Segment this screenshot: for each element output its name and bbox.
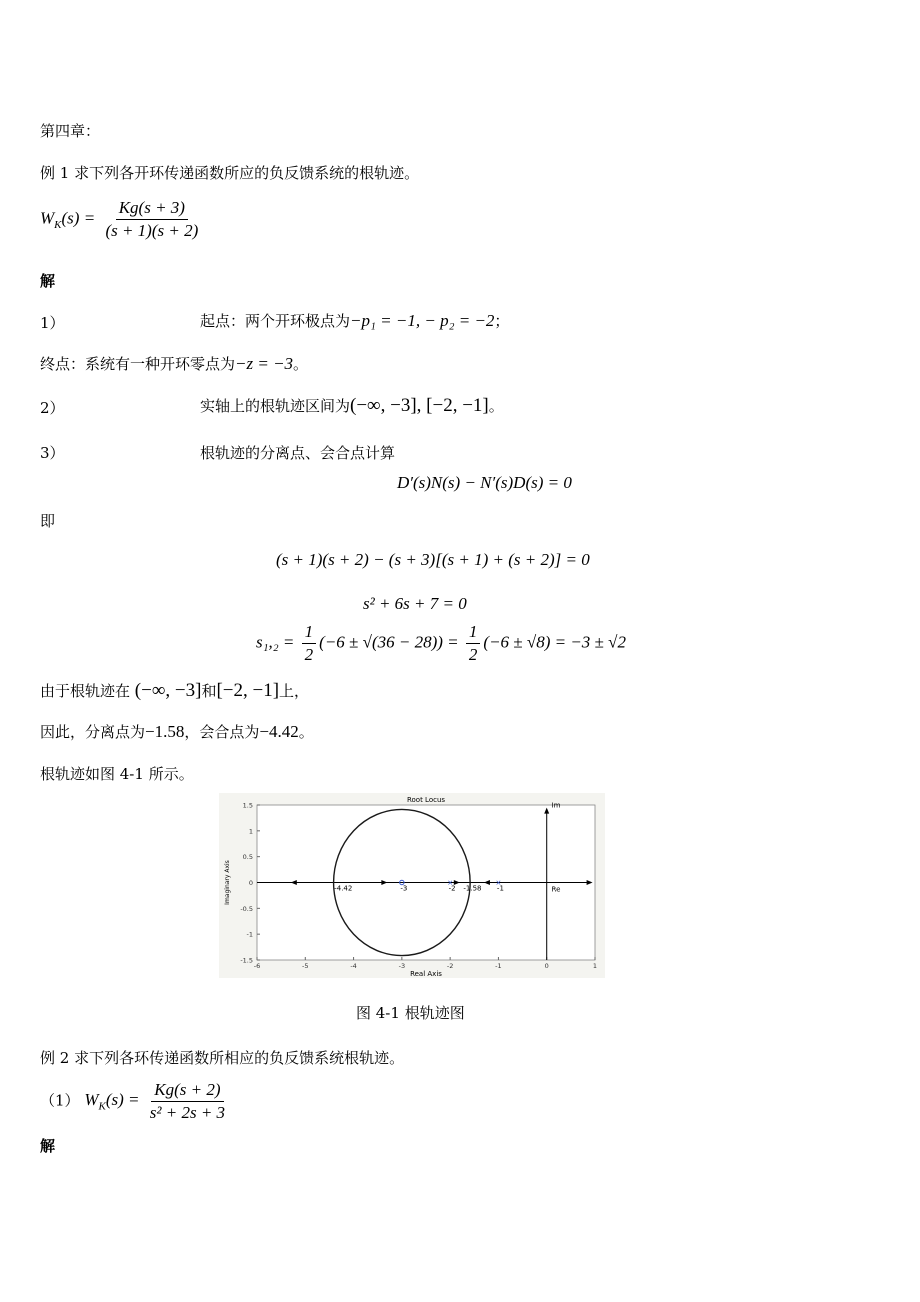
since-and: 和 — [201, 682, 217, 700]
endpoint-line — [40, 353, 308, 374]
example2-item — [40, 1080, 231, 1123]
half-fraction-2 — [466, 622, 481, 665]
step1-text: 起点：两个开环极点为 — [200, 312, 351, 330]
step2-text: 实轴上的根轨迹区间为 — [200, 397, 351, 415]
point-annotation: -2 — [448, 884, 456, 893]
y-axis-label: Imaginary Axis — [224, 860, 231, 905]
step2-end: 。 — [488, 397, 504, 415]
step2-line — [200, 395, 504, 417]
pole-marker: × — [495, 879, 502, 887]
root-locus-figure — [219, 793, 605, 978]
example1-transfer-function — [40, 198, 204, 241]
equation-breakaway: D′(s)N(s) − N′(s)D(s) = 0 — [397, 473, 572, 492]
half-den: 2 — [304, 645, 314, 664]
half-num-2: 1 — [466, 622, 481, 644]
x-tick-label: -6 — [253, 962, 261, 970]
since-interval-2: [−2, −1] — [216, 680, 280, 701]
solution-label: 解 — [40, 272, 56, 290]
tf-fraction — [102, 198, 201, 241]
tf-lhs: W — [40, 208, 55, 228]
pole-marker: × — [447, 879, 454, 887]
step1-number: 1） — [40, 314, 65, 332]
endpoint-text: 终点：系统有一种开环零点为 — [40, 355, 236, 373]
x-axis-label: Real Axis — [410, 970, 442, 978]
tf2-lhs-sub: K — [98, 1100, 106, 1113]
half-num: 1 — [302, 622, 317, 644]
tf2-denominator: s² + 2s + 3 — [149, 1103, 226, 1122]
step1-end: ； — [494, 312, 510, 330]
x-tick-label: -4 — [350, 962, 357, 970]
tf-numerator: Kg(s + 3) — [116, 198, 188, 220]
y-tick-label: 0 — [248, 879, 253, 887]
chapter-heading: 第四章： — [40, 122, 101, 140]
y-tick-label: 1 — [248, 827, 253, 836]
re-label: Re — [551, 885, 561, 894]
tf2-numerator: Kg(s + 2) — [151, 1080, 223, 1102]
step1-line — [200, 310, 509, 331]
tf2-lhs: W — [84, 1090, 99, 1110]
endpoint-end: 。 — [293, 355, 309, 373]
therefore-line — [40, 721, 314, 742]
y-tick-label: 1.5 — [242, 801, 253, 810]
equation-quadratic: s² + 6s + 7 = 0 — [363, 594, 467, 613]
step2-math: (−∞, −3], [−2, −1] — [350, 395, 489, 416]
x-tick-label: -3 — [398, 962, 406, 970]
meeting-point: −4.42 — [259, 722, 299, 741]
item-number: （1） — [40, 1091, 80, 1110]
equation-expanded: (s + 1)(s + 2) − (s + 3)[(s + 1) + (s + 2)] = 0 — [276, 550, 590, 569]
tf2-lhs-arg: (s) = — [105, 1090, 140, 1110]
since-end: 上， — [279, 682, 310, 700]
x-tick-label: 0 — [544, 962, 549, 970]
point-annotation: -1 — [496, 884, 504, 893]
half-den-2: 2 — [468, 645, 478, 664]
ji-label: 即 — [40, 512, 56, 530]
half-fraction — [302, 622, 317, 665]
x-tick-label: 1 — [592, 962, 598, 970]
roots-part-b: (−6 ± √8) = −3 ± √2 — [483, 632, 626, 652]
tf-lhs-arg: (s) = — [61, 208, 96, 228]
example2-prompt: 例 2 求下列各环传递函数所相应的负反馈系统根轨迹。 — [40, 1049, 405, 1067]
step3-number: 3） — [40, 444, 65, 462]
tf2-fraction — [147, 1080, 228, 1123]
therefore-text: 因此，分离点为 — [40, 723, 146, 741]
chart-title: Root Locus — [406, 796, 446, 804]
roots-part-a: (−6 ± √(36 − 28)) = — [319, 632, 459, 652]
tf-denominator: (s + 1)(s + 2) — [105, 221, 199, 240]
x-tick-label: -5 — [302, 962, 309, 970]
step2-number: 2） — [40, 399, 65, 417]
therefore-text-2: ，会合点为 — [184, 723, 260, 741]
point-annotation: -1.58 — [463, 884, 482, 893]
equation-roots — [256, 622, 626, 665]
point-annotation: -3 — [400, 884, 408, 893]
separation-point: −1.58 — [145, 722, 185, 741]
therefore-end: 。 — [298, 723, 314, 741]
roots-lhs: s₁,₂ = — [256, 632, 295, 652]
figure-caption: 图 4-1 根轨迹图 — [356, 1004, 465, 1022]
since-text: 由于根轨迹在 — [40, 682, 131, 700]
step1-math: −p₁ = −1, − p₂ = −2 — [350, 311, 495, 330]
example1-prompt: 例 1 求下列各开环传递函数所应的负反馈系统的根轨迹。 — [40, 164, 420, 182]
endpoint-math: −z = −3 — [235, 354, 294, 373]
since-line — [40, 680, 309, 702]
y-tick-label: -0.5 — [240, 904, 253, 913]
step3-text: 根轨迹的分离点、会合点计算 — [200, 444, 396, 462]
figure-reference: 根轨迹如图 4-1 所示。 — [40, 765, 194, 783]
point-annotation: -4.42 — [334, 884, 353, 893]
y-tick-label: -1 — [246, 930, 253, 939]
x-tick-label: -2 — [446, 962, 454, 970]
x-tick-label: -1 — [495, 962, 502, 970]
y-tick-label: -1.5 — [240, 956, 253, 965]
tf-lhs-sub: K — [54, 218, 62, 231]
y-tick-label: 0.5 — [242, 853, 253, 862]
im-label: Im — [551, 801, 561, 810]
since-interval-1: (−∞, −3] — [134, 680, 202, 701]
solution-label-2: 解 — [40, 1137, 56, 1155]
